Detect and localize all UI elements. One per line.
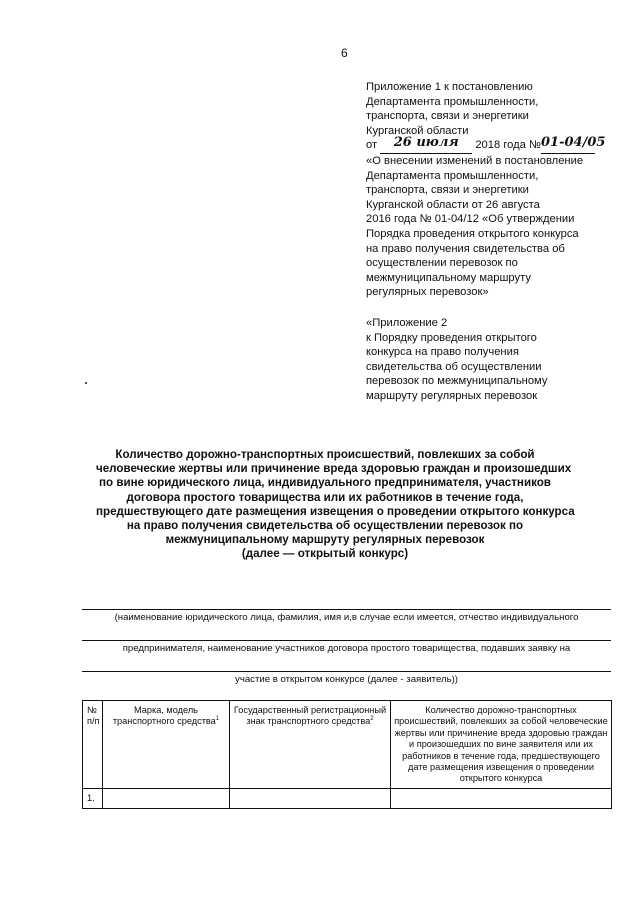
appendix2-header xyxy=(366,316,636,404)
document-title xyxy=(96,448,575,562)
appendix-line: «О внесении изменений в постановление xyxy=(366,154,584,167)
appendix-line: Порядка проведения открытого конкурса xyxy=(366,227,579,240)
appendix-date-line xyxy=(366,135,636,154)
header-num-text: № п/п xyxy=(87,705,100,727)
header-model xyxy=(103,701,230,789)
appendix2-line: маршруту регулярных перевозок xyxy=(366,389,538,402)
appendix-line: транспорта, связи и энергетики xyxy=(366,184,529,197)
title-line: по вине юридического лица, индивидуального предпринимателя, участников xyxy=(99,476,551,490)
page-number: 6 xyxy=(341,46,348,60)
handwritten-date-field xyxy=(380,135,472,154)
handwritten-date: 26 июля xyxy=(393,135,459,151)
header-plate-text: Государственный регистрационный знак транспортного средства xyxy=(233,705,387,727)
appendix-line: 2016 года № 01-04/12 «Об утверждении xyxy=(366,213,575,226)
title-line: Количество дорожно-транспортных происшествий, повлекших за собой xyxy=(115,448,535,461)
appendix2-line: конкурса на право получения xyxy=(366,346,519,359)
appendix-line: транспорта, связи и энергетики xyxy=(366,110,529,123)
header-num xyxy=(83,701,103,789)
handwritten-number: 01-04/05 xyxy=(541,135,606,151)
title-line: предшествующего дате размещения извещения о проведении открытого конкурса xyxy=(96,504,575,518)
dtp-table xyxy=(82,700,612,809)
handwritten-number-field xyxy=(541,135,606,154)
scan-speck xyxy=(85,382,87,384)
header-model-text: Марка, модель транспортного средства xyxy=(112,705,216,727)
cell-model xyxy=(103,788,230,808)
appendix-line: осуществлении перевозок по xyxy=(366,257,518,270)
cell-count xyxy=(391,788,612,808)
fill-line xyxy=(82,671,611,672)
header-plate xyxy=(230,701,391,789)
table-header-row xyxy=(83,701,612,789)
appendix-line: Курганской области xyxy=(366,124,469,137)
title-line: межмуниципальному маршруту регулярных перевозок xyxy=(165,533,485,547)
fill-line xyxy=(82,609,611,610)
appendix-line: Приложение 1 к постановлению xyxy=(366,81,533,93)
caption-line: (наименование юридического лица, фамилия, имя и,в случае если имеется, отчество индивидуального xyxy=(114,612,579,623)
date-year: 2018 года № xyxy=(475,139,541,152)
footnote-mark: 2 xyxy=(370,716,374,723)
header-count xyxy=(391,701,612,789)
cell-plate xyxy=(230,788,391,808)
footnote-mark: 1 xyxy=(215,716,220,723)
table-row xyxy=(83,788,612,808)
date-prefix: от xyxy=(366,139,378,152)
caption-line: участие в открытом конкурсе (далее - заявитель)) xyxy=(235,674,458,685)
appendix-line: Курганской области от 26 августа xyxy=(366,198,540,211)
title-line: на право получения свидетельства об осуществлении перевозок по xyxy=(126,519,524,533)
appendix2-line: перевозок по межмуниципальному xyxy=(366,375,548,388)
appendix-line: на право получения свидетельства об xyxy=(366,242,565,255)
appendix-line: Департамента промышленности, xyxy=(366,169,539,182)
fill-line xyxy=(82,640,611,641)
cell-num: 1. xyxy=(83,788,103,808)
appendix-header xyxy=(366,80,636,300)
title-line: (далее — открытый конкурс) xyxy=(241,547,409,561)
title-line: договора простого товарищества или их работников в течение года, xyxy=(126,490,524,504)
appendix-line: регулярных перевозок» xyxy=(366,286,489,299)
appendix2-line: к Порядку проведения открытого xyxy=(366,331,537,344)
caption-line: предпринимателя, наименование участников договора простого товарищества, подавших заявку на xyxy=(122,643,571,654)
header-count-text: Количество дорожно-транспортных происшествий, повлекших за собой человеческие жертвы или причинение вреда здоровью граждан и произошедших по вине заявителя или их работников в течение года, предшествующего дате размещения извещения о проведении открытого конкурса xyxy=(394,705,608,784)
appendix2-line: свидетельства об осуществлении xyxy=(366,360,542,373)
appendix2-line: «Приложение 2 xyxy=(366,317,448,329)
appendix-line: Департамента промышленности, xyxy=(366,95,539,108)
title-line: человеческие жертвы или причинение вреда здоровью граждан и произошедших xyxy=(96,462,572,476)
appendix-line: межмуниципальному маршруту xyxy=(366,271,531,284)
